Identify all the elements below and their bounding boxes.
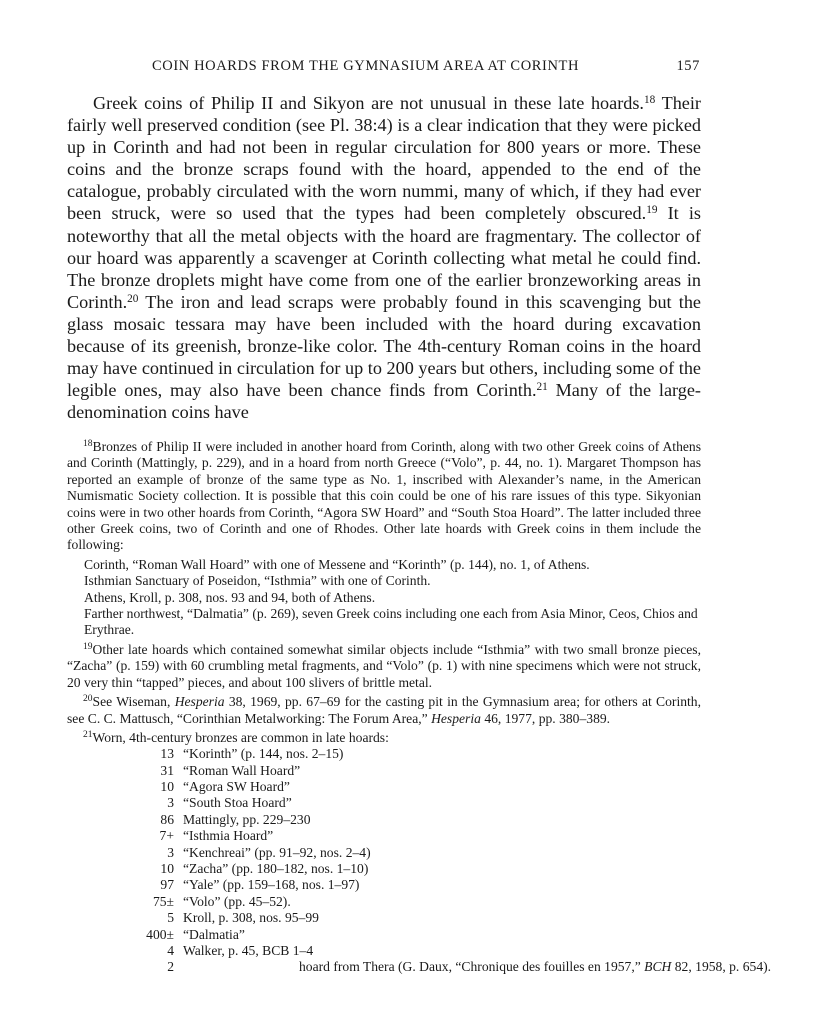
list-item xyxy=(67,943,701,959)
journal-title: Hesperia xyxy=(431,710,481,726)
list-item xyxy=(67,845,701,861)
running-header xyxy=(152,58,700,78)
footnote-text: 38, 1969, pp. 67–69 for the casting pit in the Gymnasium area; for others at Corinth, see C. C. Mattusch, “Corinthian Metalworking: The Forum Area,” xyxy=(67,694,701,726)
footnote-ref-18[interactable]: 18 xyxy=(643,93,656,106)
list-item xyxy=(67,746,701,762)
hoard-count: 7+ xyxy=(159,828,174,844)
footnote-subitem: Corinth, “Roman Wall Hoard” with one of Messene and “Korinth” (p. 144), no. 1, of Athens. xyxy=(84,556,590,572)
footnote-mark: 21 xyxy=(83,729,93,740)
reference-text: hoard from Thera (G. Daux, “Chronique des fouilles en 1957,” xyxy=(299,959,645,975)
reference-text: 82, 1958, p. 654). xyxy=(671,959,772,975)
footnote-text: Bronzes of Philip II were included in another hoard from Corinth, along with two other Greek coins of Athens and Corinth (Mattingly, p. 229), and in a hoard from north Greece (“Volo”, p. 44, no. 1). Margaret Thompson has reported an example of bronze of the same type as No. 1, inscribed with Alexander’s name, in the American Numismatic Society collection. It is possible that this coin could be one of his rare issues of this type. Sikyonian coins were in two other hoards from Corinth, “Agora SW Hoard” and “South Stoa Hoard”. The latter included three other Greek coins, two of Corinth and one of Rhodes. Other late hoards with Greek coins in them include the following: xyxy=(67,439,701,553)
hoard-count: 400± xyxy=(146,926,174,942)
list-item xyxy=(67,812,701,828)
hoard-reference: “South Stoa Hoard” xyxy=(183,795,292,811)
hoard-reference xyxy=(299,959,817,975)
body-sentence: The iron and lead scraps were probably found in this scavenging but the glass mosaic tessara may have been included with the hoard during excavation because of its greenish, bronze-like color. The 4th-century Roman coins in the hoard may have continued in circulation for up to 200 years but others, including some of the legible ones, may also have been chance finds from Corinth. xyxy=(67,291,701,401)
footnote-20 xyxy=(67,694,701,727)
hoard-reference: “Dalmatia” xyxy=(183,926,245,942)
footnote-subitem: Farther northwest, “Dalmatia” (p. 269), seven Greek coins including one each from Asia Minor, Ceos, Chios and Erythrae. xyxy=(84,606,698,638)
body-sentence: It is noteworthy that all the metal objects with the hoard are fragmentary. The collector of our hoard was apparently a scavenger at Corinth collecting what metal he could find. The bronze droplets might have come from one of the earlier bronzeworking areas in Corinth. xyxy=(67,203,701,312)
list-item xyxy=(67,763,701,779)
hoard-count: 5 xyxy=(167,910,174,926)
footnote-18 xyxy=(67,439,701,554)
list-item xyxy=(67,795,701,811)
list-item xyxy=(67,861,701,877)
hoard-count: 86 xyxy=(160,811,174,827)
hoard-reference: Mattingly, pp. 229–230 xyxy=(183,811,311,827)
footnote-21 xyxy=(67,730,701,746)
hoard-count: 3 xyxy=(167,844,174,860)
running-title: COIN HOARDS FROM THE GYMNASIUM AREA AT CORINTH xyxy=(152,58,580,74)
hoard-reference: Walker, p. 45, BCB 1–4 xyxy=(183,943,314,958)
hoard-reference: “Kenchreai” (pp. 91–92, nos. 2–4) xyxy=(183,844,371,860)
hoard-reference: “Isthmia Hoard” xyxy=(183,828,274,844)
hoard-reference: “Agora SW Hoard” xyxy=(183,779,290,795)
hoard-count: 31 xyxy=(160,762,174,778)
footnote-subitem: Isthmian Sanctuary of Poseidon, “Isthmia” with one of Corinth. xyxy=(84,573,431,589)
list-item xyxy=(67,877,701,893)
hoard-count: 75± xyxy=(152,893,174,909)
hoard-reference: “Yale” (pp. 159–168, nos. 1–97) xyxy=(183,877,360,893)
footnotes xyxy=(67,438,772,976)
main-body xyxy=(67,92,701,423)
footnote-mark: 19 xyxy=(83,641,93,652)
footnote-text: Worn, 4th-century bronzes are common in late hoards: xyxy=(92,729,389,745)
hoard-count: 97 xyxy=(160,877,174,893)
hoard-reference: “Korinth” (p. 144, nos. 2–15) xyxy=(183,746,344,762)
hoard-reference: Kroll, p. 308, nos. 95–99 xyxy=(183,910,319,926)
footnote-mark: 18 xyxy=(83,438,93,449)
list-item xyxy=(67,927,701,943)
body-paragraph xyxy=(67,92,701,423)
hoard-count: 10 xyxy=(160,861,174,877)
list-item xyxy=(67,779,701,795)
footnote-ref-21[interactable]: 21 xyxy=(536,381,548,394)
page-number: 157 xyxy=(676,58,700,74)
body-sentence: Their fairly well preserved condition (see Pl. 38:4) is a clear indication that they were picked up in Corinth and had not been in regular circulation for 800 years or more. These coins and the bronze scraps found with the hoard, appended to the end of the catalogue, probably circulated with the worn nummi, many of which, if they had ever been struck, were so used that the types had been completely obscured. xyxy=(67,93,701,224)
hoard-reference: “Zacha” (pp. 180–182, nos. 1–10) xyxy=(183,861,369,877)
hoard-reference: “Roman Wall Hoard” xyxy=(183,762,301,778)
list-item xyxy=(67,910,701,926)
hoard-count: 4 xyxy=(167,943,174,958)
hoard-count: 2 xyxy=(167,959,174,975)
footnote-mark: 20 xyxy=(83,693,93,704)
list-item xyxy=(67,894,701,910)
footnote-subitem: Athens, Kroll, p. 308, nos. 93 and 94, both of Athens. xyxy=(84,589,376,605)
footnote-19 xyxy=(67,642,701,691)
hoard-count: 13 xyxy=(160,746,174,762)
hoard-count: 10 xyxy=(160,779,174,795)
journal-title: Hesperia xyxy=(174,694,225,710)
hoard-count: 3 xyxy=(167,795,174,811)
hoard-list xyxy=(67,746,772,975)
footnote-text: Other late hoards which contained somewhat similar objects include “Isthmia” with two small bronze pieces, “Zacha” (p. 159) with 60 crumbling metal fragments, and “Volo” (p. 1) with nine specimens which were not struck, 20 very thin “tapped” pieces, and about 100 slivers of brittle metal. xyxy=(67,641,701,690)
body-sentence: Greek coins of Philip II and Sikyon are not unusual in these late hoards. xyxy=(93,93,644,113)
body-sentence: Many of the large-denomination coins have xyxy=(67,380,701,423)
list-item xyxy=(67,828,701,844)
journal-title: BCH xyxy=(644,959,672,975)
footnote-text: See Wiseman, xyxy=(92,694,175,710)
footnote-ref-19[interactable]: 19 xyxy=(646,204,658,217)
footnote-text: 46, 1977, pp. 380–389. xyxy=(480,710,611,726)
hoard-reference: “Volo” (pp. 45–52). xyxy=(183,893,291,909)
footnote-ref-20[interactable]: 20 xyxy=(127,292,139,305)
list-item xyxy=(67,959,772,975)
